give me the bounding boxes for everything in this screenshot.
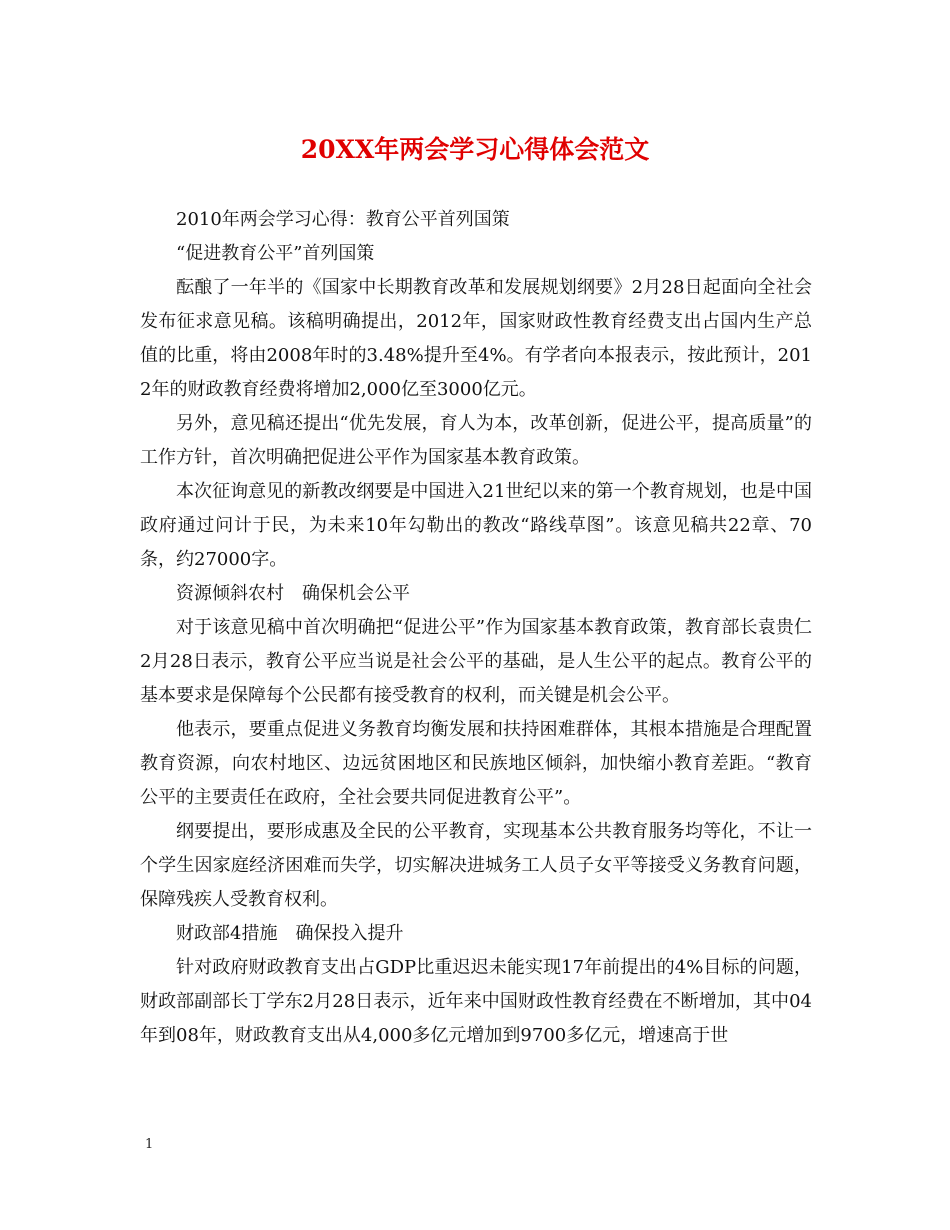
paragraph: 针对政府财政教育支出占GDP比重迟迟未能实现17年前提出的4%目标的问题，财政部副部长丁学东2月28日表示，近年来中国财政性教育经费在不断增加，其中04年到08年，财政教育支出从4,000多亿元增加到9700多亿元，增速高于世 [140, 957, 812, 1046]
section-heading: 资源倾斜农村 确保机会公平 [176, 583, 410, 604]
paragraph: 2010年两会学习心得：教育公平首列国策 [176, 209, 510, 230]
paragraph: 另外，意见稿还提出“优先发展，育人为本，改革创新，促进公平，提高质量”的工作方针，首次明确把促进公平作为国家基本教育政策。 [140, 413, 812, 468]
page-number: 1 [145, 1137, 154, 1152]
paragraph: 酝酿了一年半的《国家中长期教育改革和发展规划纲要》2月28日起面向全社会发布征求意见稿。该稿明确提出，2012年，国家财政性教育经费支出占国内生产总值的比重，将由2008年时的3.48%提升至4%。有学者向本报表示，按此预计，2012年的财政教育经费将增加2,000亿至3000亿元。 [140, 277, 812, 400]
paragraph: 本次征询意见的新教改纲要是中国进入21世纪以来的第一个教育规划，也是中国政府通过问计于民，为未来10年勾勒出的教改“路线草图”。该意见稿共22章、70条，约27000字。 [140, 481, 812, 570]
paragraph: 纲要提出，要形成惠及全民的公平教育，实现基本公共教育服务均等化，不让一个学生因家庭经济困难而失学，切实解决进城务工人员子女平等接受义务教育问题，保障残疾人受教育权利。 [140, 821, 812, 910]
document-body [140, 203, 812, 1053]
section-heading: 财政部4措施 确保投入提升 [176, 923, 404, 944]
paragraph: “促进教育公平”首列国策 [176, 243, 375, 264]
paragraph: 对于该意见稿中首次明确把“促进公平”作为国家基本教育政策，教育部长袁贵仁2月28日表示，教育公平应当说是社会公平的基础，是人生公平的起点。教育公平的基本要求是保障每个公民都有接受教育的权利，而关键是机会公平。 [140, 617, 812, 706]
document-title: 20XX年两会学习心得体会范文 [300, 135, 650, 164]
paragraph: 他表示，要重点促进义务教育均衡发展和扶持困难群体，其根本措施是合理配置教育资源，向农村地区、边远贫困地区和民族地区倾斜，加快缩小教育差距。“教育公平的主要责任在政府，全社会要共同促进教育公平”。 [140, 719, 812, 808]
